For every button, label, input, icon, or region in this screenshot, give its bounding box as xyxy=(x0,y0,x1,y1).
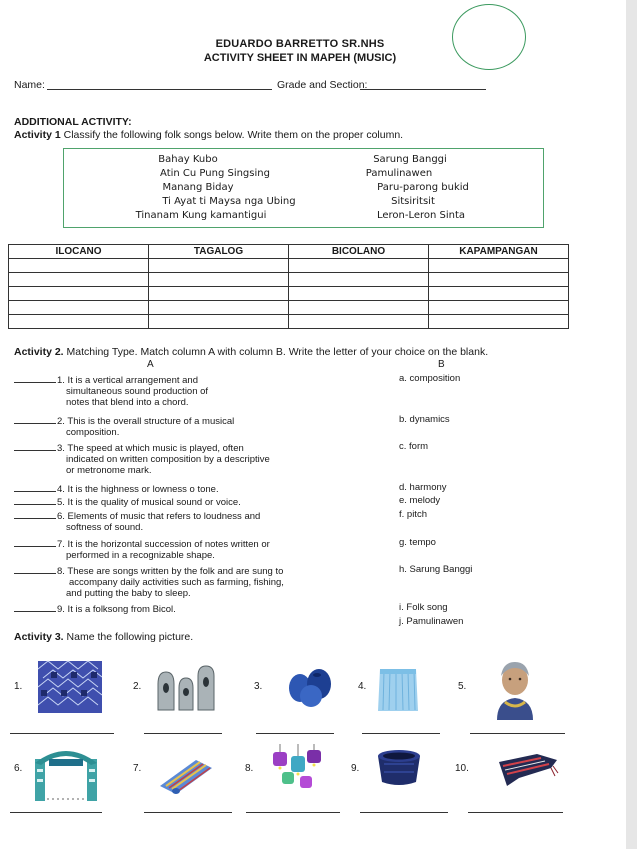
table-row xyxy=(9,273,569,287)
matching-item xyxy=(14,482,219,495)
song-item: Sitsiritsit xyxy=(391,196,435,207)
matching-item xyxy=(14,495,241,508)
matching-item-text: 3. The speed at which music is played, often xyxy=(57,443,244,454)
matching-item-text: 1. It is a vertical arrangement and xyxy=(57,375,198,386)
answer-choice: g. tempo xyxy=(399,537,436,548)
woman-portrait-image xyxy=(487,658,543,720)
answer-blank[interactable] xyxy=(14,414,56,424)
answer-choice: b. dynamics xyxy=(399,414,450,425)
carved-figures-image xyxy=(152,662,218,712)
classification-table xyxy=(8,244,569,329)
column-header-bicolano: BICOLANO xyxy=(289,245,429,259)
sheet-title: ACTIVITY SHEET IN MAPEH (MUSIC) xyxy=(203,52,397,64)
song-item: Bahay Kubo xyxy=(158,154,218,165)
matching-item-text: 9. It is a folksong from Bicol. xyxy=(57,604,176,615)
column-header-ilocano: ILOCANO xyxy=(9,245,149,259)
activity3-instruction: Name the following picture. xyxy=(66,631,194,643)
song-item: Atin Cu Pung Singsing xyxy=(160,168,270,179)
grade-label: Grade and Section: xyxy=(277,79,368,91)
song-item: Manang Biday xyxy=(162,182,234,193)
column-a-label: A xyxy=(147,359,154,370)
picture-answer-line[interactable] xyxy=(360,812,448,813)
activity2-label: Activity 2. xyxy=(14,346,64,358)
answer-choice: e. melody xyxy=(399,495,441,506)
matching-item-text: softness of sound. xyxy=(66,522,144,533)
school-name: EDUARDO BARRETTO SR.NHS xyxy=(215,38,385,50)
song-item: Ti Ayat ti Maysa nga Ubing xyxy=(162,196,296,207)
activity1-label: Activity 1 xyxy=(14,129,61,141)
answer-choice: c. form xyxy=(399,441,429,452)
activity2-instruction: Matching Type. Match column A with column B. Write the letter of your choice on the blank. xyxy=(66,346,489,358)
picture-number: 9. xyxy=(351,763,360,774)
picture-answer-line[interactable] xyxy=(470,733,565,734)
matching-item-text: 8. These are songs written by the folk and are sung to xyxy=(57,566,284,577)
activity2-heading xyxy=(14,346,488,358)
woven-mat-image xyxy=(156,756,216,796)
blue-cloth-image xyxy=(374,667,422,715)
matching-item-text: indicated on written composition by a descriptive xyxy=(66,454,270,465)
answer-blank[interactable] xyxy=(14,482,56,492)
answer-blank[interactable] xyxy=(14,537,56,547)
festival-arch-image xyxy=(31,745,101,803)
song-list-box xyxy=(63,148,544,228)
answer-choice: a. composition xyxy=(399,373,461,384)
matching-item-text: composition. xyxy=(66,427,120,438)
picture-answer-line[interactable] xyxy=(10,812,102,813)
picture-number: 5. xyxy=(458,681,467,692)
answer-blank[interactable] xyxy=(14,373,56,383)
picture-answer-line[interactable] xyxy=(144,812,232,813)
song-item: Pamulinawen xyxy=(365,168,433,179)
picture-number: 3. xyxy=(254,681,263,692)
matching-item-text: accompany daily activities such as farming, fishing, xyxy=(69,577,284,588)
matching-item-text: 2. This is the overall structure of a musical xyxy=(57,416,235,427)
matching-item-text: 4. It is the highness or lowness o tone. xyxy=(57,484,219,495)
picture-number: 2. xyxy=(133,681,142,692)
matching-item xyxy=(14,564,284,599)
picture-answer-line[interactable] xyxy=(10,733,114,734)
answer-choice: d. harmony xyxy=(399,482,447,493)
matching-item xyxy=(14,602,176,615)
answer-choice: h. Sarung Banggi xyxy=(399,564,473,575)
woven-basket-image xyxy=(374,748,424,788)
matching-item xyxy=(14,414,234,438)
picture-answer-line[interactable] xyxy=(144,733,222,734)
activity1-heading xyxy=(14,129,403,141)
table-row xyxy=(9,287,569,301)
answer-blank[interactable] xyxy=(14,509,56,519)
answer-choice: j. Pamulinawen xyxy=(399,616,464,627)
woven-textile-image xyxy=(37,660,103,714)
matching-item xyxy=(14,441,270,476)
picture-answer-line[interactable] xyxy=(362,733,440,734)
matching-item-text: 7. It is the horizontal succession of notes written or xyxy=(57,539,270,550)
answer-blank[interactable] xyxy=(14,564,56,574)
column-header-tagalog: TAGALOG xyxy=(149,245,289,259)
answer-choice: f. pitch xyxy=(399,509,427,520)
additional-activity-heading: ADDITIONAL ACTIVITY: xyxy=(14,116,132,128)
table-row xyxy=(9,259,569,273)
answer-choice: i. Folk song xyxy=(399,602,448,613)
picture-answer-line[interactable] xyxy=(246,812,340,813)
textile-shawl-image xyxy=(497,750,559,788)
activity3-heading xyxy=(14,631,193,643)
picture-answer-line[interactable] xyxy=(468,812,563,813)
picture-number: 1. xyxy=(14,681,23,692)
song-item: Paru-parong bukid xyxy=(377,182,469,193)
song-item: Sarung Banggi xyxy=(373,154,447,165)
grade-field[interactable] xyxy=(360,89,486,90)
matching-item-text: or metronome mark. xyxy=(66,465,152,476)
answer-blank[interactable] xyxy=(14,495,56,505)
picture-number: 4. xyxy=(358,681,367,692)
picture-answer-line[interactable] xyxy=(256,733,334,734)
picture-number: 6. xyxy=(14,763,23,774)
column-b-label: B xyxy=(438,359,445,370)
lanterns-image xyxy=(268,744,324,800)
matching-item-text: simultaneous sound production of xyxy=(66,386,209,397)
activity3-label: Activity 3. xyxy=(14,631,64,643)
answer-blank[interactable] xyxy=(14,602,56,612)
matching-item-text: performed in a recognizable shape. xyxy=(66,550,215,561)
matching-item xyxy=(14,537,270,561)
name-label: Name: xyxy=(14,79,45,91)
matching-item-text: 5. It is the quality of musical sound or voice. xyxy=(57,497,241,508)
matching-item-text: and putting the baby to sleep. xyxy=(66,588,191,599)
picture-number: 8. xyxy=(245,763,254,774)
matching-item xyxy=(14,373,208,408)
answer-blank[interactable] xyxy=(14,441,56,451)
matching-item-text: 6. Elements of music that refers to loudness and xyxy=(57,511,261,522)
picture-number: 10. xyxy=(455,763,469,774)
matching-item-text: notes that blend into a chord. xyxy=(66,397,189,408)
song-item: Leron-Leron Sinta xyxy=(376,210,466,221)
page-edge xyxy=(626,0,637,849)
song-item: Tinanam Kung kamantigui xyxy=(135,210,267,221)
table-row xyxy=(9,315,569,329)
clay-pots-image xyxy=(287,666,333,708)
column-header-kapampangan: KAPAMPANGAN xyxy=(429,245,569,259)
activity1-instruction: Classify the following folk songs below. Write them on the proper column. xyxy=(63,129,404,141)
picture-number: 7. xyxy=(133,763,142,774)
name-field[interactable] xyxy=(47,89,272,90)
table-row xyxy=(9,301,569,315)
matching-item xyxy=(14,509,260,533)
